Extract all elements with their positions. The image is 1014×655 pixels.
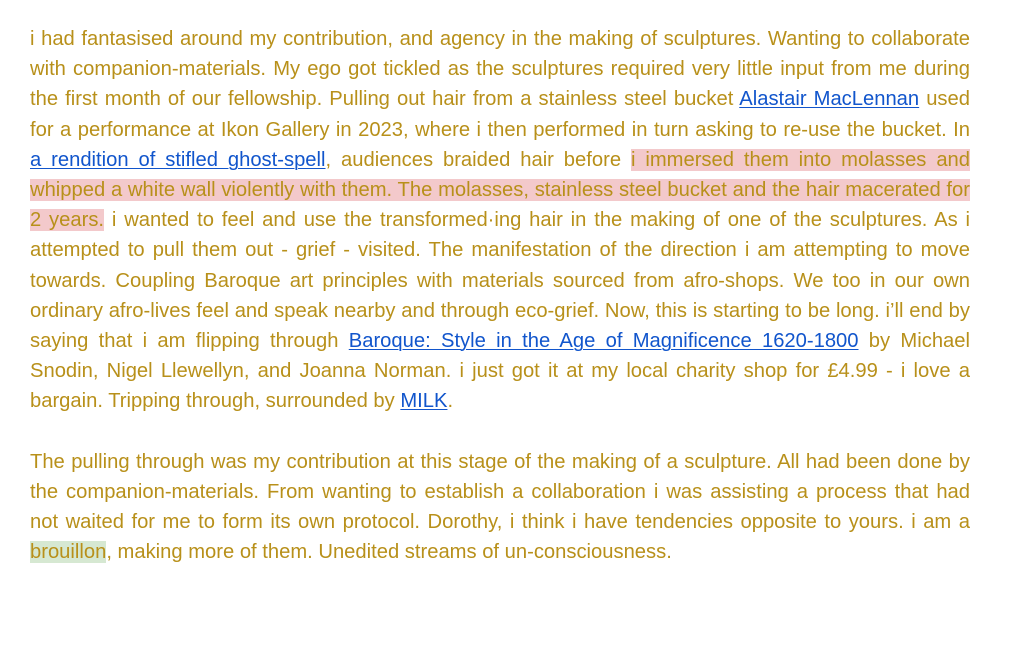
highlighted-word-brouillon: brouillon: [30, 541, 107, 564]
paragraph-1: [30, 24, 970, 417]
document-body: [30, 24, 970, 567]
paragraph-spacer: [30, 417, 970, 447]
link-rendition-of-stifled-ghost-spell[interactable]: a rendition of stifled ghost-spell: [30, 148, 326, 171]
text-run: i wanted to feel and use the transformed·ing hair in the making of one of the sculptures. As i attempted to pull them out - grief - visited. The manifestation of the direction i am attempting to move towards. Coupling Baroque art principles with materials sourced from afro-shops. We too in our own ordinary afro-lives feel and speak nearby and through eco-grief. Now, this is starting to be long. i’ll end by saying that i am flipping through: [30, 209, 970, 353]
paragraph-2: [30, 447, 970, 568]
link-milk[interactable]: MILK: [400, 390, 448, 413]
text-run: by Michael Snodin, Nigel Llewellyn, and Joanna Norman. i just got it at my local charity shop for £4.99 - i love a bargain. Tripping through, surrounded by: [30, 330, 970, 413]
link-alastair-maclennan[interactable]: Alastair MacLennan: [739, 88, 920, 111]
text-run: The pulling through was my contribution at this stage of the making of a sculpture. All had been done by the companion-materials. From wanting to establish a collaboration i was assisting a process that had not waited for me to form its own protocol. Dorothy, i think i have tendencies opposite to yours. i am a: [30, 450, 970, 534]
highlighted-text: i immersed them into molasses and whipped a white wall violently with them. The molasses, stainless steel bucket and the hair macerated for 2 years.: [30, 148, 970, 232]
text-run: i had fantasised around my contribution, and agency in the making of sculptures. Wanting to collaborate with companion-materials. My ego got tickled as the sculptures required very little input from me during the first month of our fellowship. Pulling out hair from a stainless steel bucket: [30, 28, 970, 111]
text-run: used for a performance at Ikon Gallery in 2023, where i then performed in turn asking to re-use the bucket. In: [30, 88, 970, 141]
text-run: , making more of them. Unedited streams of un-consciousness.: [106, 541, 672, 564]
text-run: , audiences braided hair before: [325, 148, 631, 171]
text-run: .: [447, 390, 454, 413]
link-baroque-book[interactable]: Baroque: Style in the Age of Magnificence 1620-1800: [348, 330, 859, 353]
